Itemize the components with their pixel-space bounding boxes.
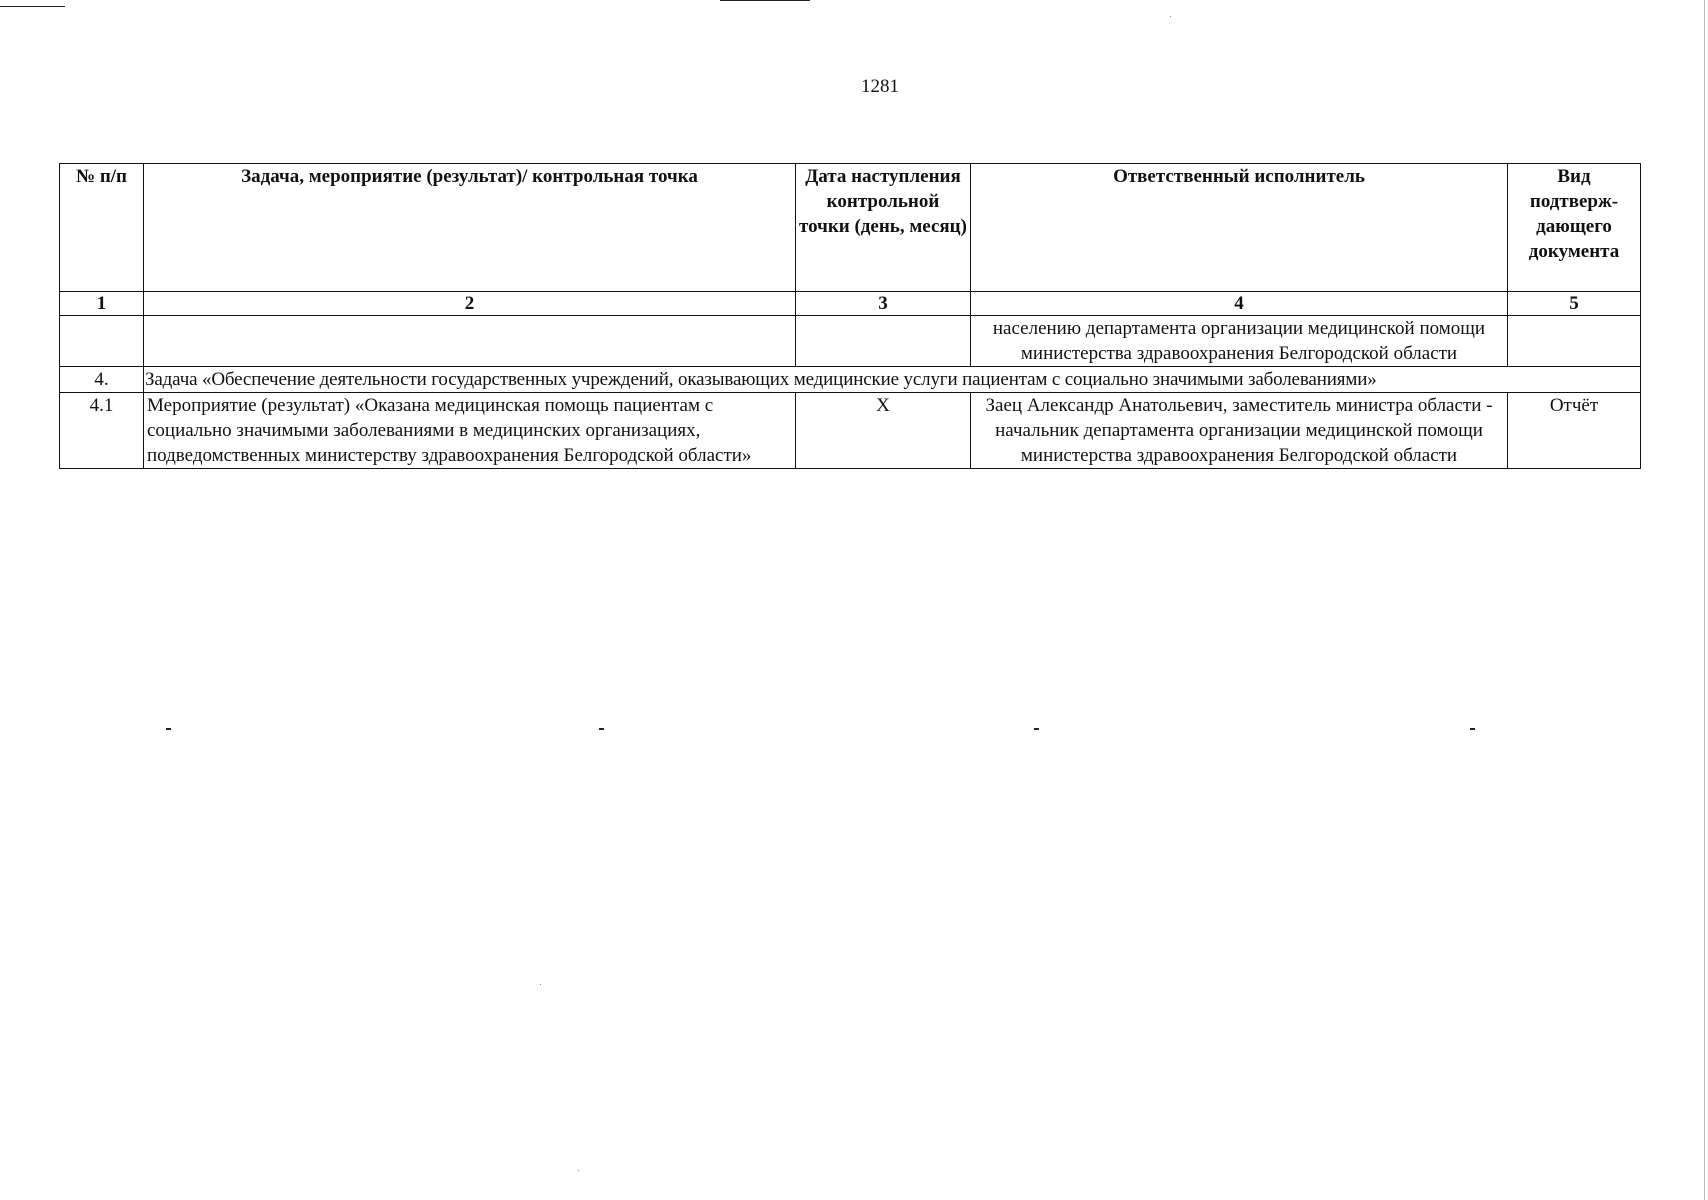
header-row — [60, 164, 1641, 292]
table-row — [60, 393, 1641, 469]
row-number — [60, 316, 144, 367]
header-executor: Ответственный исполнитель — [971, 164, 1508, 292]
header-date: Дата наступления контрольной точки (день, месяц) — [796, 164, 971, 292]
table-row-task — [60, 367, 1641, 393]
page-number: 1281 — [861, 76, 899, 97]
header-task: Задача, мероприятие (результат)/ контрольная точка — [144, 164, 796, 292]
header-number: № п/п — [60, 164, 144, 292]
table-row — [60, 316, 1641, 367]
scan-artifact-line — [0, 6, 65, 7]
column-number: 4 — [971, 292, 1508, 316]
column-number-row — [60, 292, 1641, 316]
scan-mark — [1034, 728, 1039, 730]
row-document: Отчёт — [1508, 393, 1641, 469]
column-number: 1 — [60, 292, 144, 316]
scan-artifact-line — [720, 0, 810, 1]
row-number: 4. — [60, 367, 144, 393]
control-points-table — [59, 163, 1641, 469]
column-number: 2 — [144, 292, 796, 316]
row-task — [144, 316, 796, 367]
scan-speck — [540, 984, 541, 985]
row-executor: населению департамента организации медицинской помощи министерства здравоохранения Белгородской области — [971, 316, 1508, 367]
scan-mark — [599, 728, 604, 730]
scan-speck — [1170, 16, 1171, 17]
scan-speck — [578, 1170, 579, 1171]
task-title: Задача «Обеспечение деятельности государственных учреждений, оказывающих медицинские услуги пациентам с социально значимыми заболеваниями» — [144, 367, 1641, 393]
row-document — [1508, 316, 1641, 367]
column-number: 5 — [1508, 292, 1641, 316]
scan-mark — [1470, 728, 1475, 730]
row-number: 4.1 — [60, 393, 144, 469]
scan-artifact-edge — [1704, 0, 1705, 1200]
row-executor: Заец Александр Анатольевич, заместитель министра области - начальник департамента организации медицинской помощи министерства здравоохранения Белгородской области — [971, 393, 1508, 469]
header-document: Вид подтверж-дающего документа — [1508, 164, 1641, 292]
row-task: Мероприятие (результат) «Оказана медицинская помощь пациентам с социально значимыми заболеваниями в медицинских организациях, подведомственных министерству здравоохранения Белгородской области» — [144, 393, 796, 469]
row-date — [796, 316, 971, 367]
row-date: X — [796, 393, 971, 469]
scan-mark — [166, 728, 171, 730]
column-number: 3 — [796, 292, 971, 316]
